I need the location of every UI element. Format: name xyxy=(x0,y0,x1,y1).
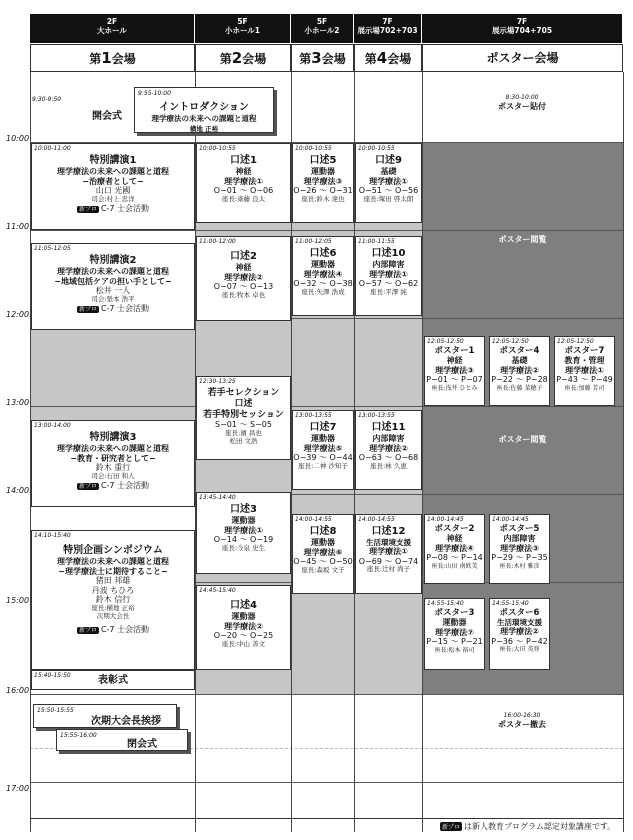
session-subcategory: 理学療法① xyxy=(369,547,408,556)
session-theme: 理学療法の未来への課題と道程 xyxy=(57,167,169,176)
session-subcategory: 理学療法⑤ xyxy=(303,443,343,453)
floor-label: 7F xyxy=(516,17,528,26)
session-category: 神経 xyxy=(235,167,252,176)
session-time: 12:30-13:25 xyxy=(199,378,236,385)
session-time: 14:45-15:40 xyxy=(199,587,236,594)
session-time: 13:00-13:55 xyxy=(358,412,395,419)
next-president-greeting xyxy=(33,704,177,728)
special-symposium xyxy=(31,530,195,670)
session-range: O−69 〜 O−74 xyxy=(358,556,419,566)
session-chair: 座長:今泉 史生 xyxy=(221,543,266,552)
session-subcategory: 理学療法② xyxy=(500,365,539,375)
session-chair: 司会:村上 忠洋 xyxy=(91,194,135,203)
header-cell-3 xyxy=(291,14,354,43)
credit-label: C-7 士会活動 xyxy=(100,203,150,213)
session-range: O−39 〜 O−44 xyxy=(293,453,353,463)
poster-session-3 xyxy=(424,598,485,670)
special-lecture-1 xyxy=(31,143,195,230)
session-category: 基礎 xyxy=(380,167,397,176)
session-category: 内部障害 xyxy=(372,434,405,443)
session-title: 口述11 xyxy=(371,422,406,433)
venue-number: 2 xyxy=(231,49,243,67)
session-title: 口述6 xyxy=(309,248,337,259)
poster-viewing-label: ポスター閲覧 xyxy=(498,235,547,244)
session-subcategory: 理学療法③ xyxy=(435,365,474,375)
session-chair: 座長:山田 南欧美 xyxy=(431,562,478,570)
session-range: O−57 〜 O−62 xyxy=(358,279,419,289)
session-title: ポスター5 xyxy=(499,524,540,534)
session-subcategory: 若手特別セッション xyxy=(203,409,284,420)
session-title: ポスター撤去 xyxy=(498,720,546,729)
session-title: ポスター4 xyxy=(499,346,540,356)
session-title: 閉会式 xyxy=(127,739,157,750)
session-chair: 座長:鈴木 達也 xyxy=(301,194,345,203)
hall-label: 展示場702+703 xyxy=(357,26,418,36)
hour-line xyxy=(30,406,623,407)
session-chair: 座長:矢澤 浩成 xyxy=(301,287,345,296)
session-time: 10:00-10:55 xyxy=(295,145,332,152)
oral-session-8 xyxy=(292,514,354,594)
session-title: 次期大会長挨拶 xyxy=(91,716,161,727)
session-range: P−29 〜 P−35 xyxy=(491,553,548,563)
session-chair: 座長:牧本 卓也 xyxy=(221,290,266,299)
venue-prefix: ポスター会場 xyxy=(486,51,559,65)
session-category: 生活環境支援 xyxy=(497,618,542,628)
header-cell-4 xyxy=(354,14,422,43)
session-time: 14:00-14:45 xyxy=(492,516,529,523)
session-chair: 座長:塚田 啓太朗 xyxy=(363,194,414,203)
session-range: P−15 〜 P−21 xyxy=(426,637,483,647)
session-category: 内部障害 xyxy=(503,534,536,544)
session-time: 16:00-16:30 xyxy=(503,712,541,719)
session-speaker: 松井 一人 xyxy=(95,286,131,296)
young-selection xyxy=(196,376,291,460)
session-time: 15:55-16:00 xyxy=(60,732,97,739)
table-bottom-border xyxy=(30,818,624,819)
venue-prefix: 第 xyxy=(364,52,377,66)
session-subcategory: 理学療法② xyxy=(224,621,263,631)
session-title: 口述2 xyxy=(230,251,257,262)
session-category: 基礎 xyxy=(511,356,528,366)
floor-label: 5F xyxy=(316,17,328,26)
session-subcategory: 理学療法① xyxy=(224,176,263,186)
venue-number: 3 xyxy=(311,49,322,67)
session-category: 運動器 xyxy=(311,167,335,176)
session-title: 口述4 xyxy=(230,600,257,611)
session-category: 運動器 xyxy=(311,434,335,443)
new-program-mark: 新プロ xyxy=(442,824,461,831)
session-speaker: 鈴木 信行 xyxy=(95,595,131,605)
session-category: 内部障害 xyxy=(372,260,405,269)
hour-label: 10:00 xyxy=(6,134,30,143)
session-subcategory: 理学療法⑦ xyxy=(435,627,474,637)
poster-session-5 xyxy=(489,514,550,584)
header-cell-2 xyxy=(195,14,291,43)
session-chair: 次期大会長 xyxy=(96,611,130,620)
floor-label: 5F xyxy=(237,17,248,26)
credit-label: C-7 士会活動 xyxy=(100,480,150,490)
hour-label: 16:00 xyxy=(6,686,30,695)
session-range: P−43 〜 P−49 xyxy=(556,375,613,385)
session-category: 運動器 xyxy=(442,618,467,628)
session-theme: 理学療法の未来への課題と道程 xyxy=(57,557,169,566)
floor-label: 2F xyxy=(106,17,118,26)
session-subtheme: −治療者として− xyxy=(82,176,144,186)
session-title: ポスター7 xyxy=(564,346,605,356)
session-theme: 理学療法の未来への課題と道程 xyxy=(57,444,169,453)
session-category: 運動器 xyxy=(311,260,335,269)
venue-prefix: 第 xyxy=(219,52,232,66)
session-range: O−07 〜 O−13 xyxy=(213,282,274,292)
session-category: 口述 xyxy=(234,398,253,409)
session-category: 教育・管理 xyxy=(564,356,605,366)
session-theme: 理学療法の未来への課題と道程 xyxy=(57,267,169,276)
oral-session-6 xyxy=(292,236,354,316)
session-title: 口述5 xyxy=(309,155,337,166)
hall-label: 小ホール1 xyxy=(224,26,261,36)
session-subcategory: 理学療法② xyxy=(500,627,539,637)
column-divider xyxy=(623,72,624,832)
session-range: P−36 〜 P−42 xyxy=(491,636,548,646)
hour-line xyxy=(30,694,623,695)
session-time: 15:50-15:55 xyxy=(37,707,74,714)
hall-label: 大ホール xyxy=(97,26,127,36)
new-program-mark: 新プロ xyxy=(78,205,97,213)
session-time: 8:30-10:00 xyxy=(505,94,539,101)
poster-session-7 xyxy=(554,336,615,406)
session-title: イントロダクション xyxy=(159,102,249,113)
session-time: 11:00-12:00 xyxy=(199,238,236,245)
session-range: O−01 〜 O−06 xyxy=(213,186,274,196)
session-time: 14:55-15:40 xyxy=(427,600,464,607)
session-title: 口述10 xyxy=(371,248,406,259)
session-speaker: 猪田 邦雄 xyxy=(95,576,131,586)
venue-3 xyxy=(291,44,354,72)
special-lecture-2 xyxy=(31,243,195,330)
session-time: 11:00-11:55 xyxy=(358,238,395,245)
oral-session-4 xyxy=(196,585,291,670)
session-title: 口述12 xyxy=(371,526,406,537)
poster-session-6 xyxy=(489,598,550,670)
closing-ceremony xyxy=(56,729,188,751)
session-category: 運動器 xyxy=(231,612,256,621)
session-range: P−22 〜 P−28 xyxy=(491,375,548,385)
session-speaker: 山口 光國 xyxy=(95,186,131,196)
credit-label: C-7 士会活動 xyxy=(100,303,150,313)
session-subtheme: −地域包括ケアの担い手として− xyxy=(54,276,172,286)
session-range: P−08 〜 P−14 xyxy=(426,553,483,563)
oral-session-2 xyxy=(196,236,291,321)
session-title: 開会式 xyxy=(92,111,122,122)
session-range: O−45 〜 O−50 xyxy=(293,557,353,567)
session-range: O−26 〜 O−31 xyxy=(293,186,353,196)
poster-session-2 xyxy=(424,514,485,584)
session-time: 9:55-10:00 xyxy=(138,90,171,97)
session-time: 14:00-14:55 xyxy=(358,516,395,523)
session-time: 9:30-9:50 xyxy=(32,96,62,103)
credit-badge xyxy=(32,304,194,314)
session-subcategory: 理学療法① xyxy=(369,269,408,279)
session-chair: 座長:二神 沙知子 xyxy=(298,461,348,470)
session-chair: 司会:石田 和人 xyxy=(91,471,135,480)
credit-badge xyxy=(32,481,194,491)
session-subcategory: 理学療法② xyxy=(369,443,408,453)
session-range: O−63 〜 O−68 xyxy=(358,453,419,463)
session-range: O−32 〜 O−38 xyxy=(293,279,353,289)
hour-label: 15:00 xyxy=(6,596,30,605)
venue-4 xyxy=(354,44,422,72)
session-time: 11:00-12:05 xyxy=(295,238,332,245)
new-program-mark: 新プロ xyxy=(78,305,97,313)
venue-poster xyxy=(422,44,623,72)
credit-badge xyxy=(32,625,194,635)
session-subcategory: 理学療法③ xyxy=(303,176,343,186)
session-category: 運動器 xyxy=(311,538,335,547)
session-category: 生活環境支援 xyxy=(366,538,411,547)
session-category: 神経 xyxy=(446,534,463,544)
session-chair: 座長:辻村 尚子 xyxy=(366,565,411,574)
session-range: P−01 〜 P−07 xyxy=(426,375,483,385)
poster-session-1 xyxy=(424,336,485,406)
venue-number: 1 xyxy=(101,49,112,67)
session-chair: 座長:大田 英登 xyxy=(499,646,540,654)
venue-number: 4 xyxy=(376,49,388,67)
session-subcategory: 理学療法④ xyxy=(303,269,343,279)
hour-line xyxy=(30,782,623,783)
session-time: 10:00-10:55 xyxy=(199,145,236,152)
footnote-text: は新人教育プログラム認定対象講座です。 xyxy=(464,822,616,831)
session-theme: 理学療法の未来への課題と道程 xyxy=(151,114,257,123)
venue-suffix: 会場 xyxy=(242,52,267,66)
session-subcategory: 理学療法③ xyxy=(500,543,539,553)
session-subtheme: −教育・研究者として− xyxy=(70,453,156,463)
venue-prefix: 第 xyxy=(89,52,102,66)
session-subcategory: 理学療法① xyxy=(369,176,408,186)
session-time: 12:05-12:50 xyxy=(557,338,594,345)
session-time: 14:10-15:40 xyxy=(34,532,71,539)
session-chair: 座長:横地 正裕 xyxy=(91,603,135,612)
special-lecture-3 xyxy=(31,420,195,507)
session-title: 特別企画シンポジウム xyxy=(63,545,163,556)
session-time: 14:55-15:40 xyxy=(492,600,529,607)
session-chair: 座長:中山 善文 xyxy=(221,639,266,648)
session-chair: 司会:張本 浩平 xyxy=(91,294,135,303)
session-subcategory: 理学療法⑥ xyxy=(303,547,343,557)
hour-line xyxy=(30,230,623,231)
session-time: 15:40-15:50 xyxy=(34,672,71,679)
session-title: 若手セレクション xyxy=(207,388,280,398)
session-chair: 座長:木村 雅彦 xyxy=(499,562,540,570)
introduction-callout xyxy=(134,87,274,133)
session-title: 口述7 xyxy=(309,422,337,433)
session-subtheme: −理学療法士に期待すること− xyxy=(58,566,168,576)
oral-session-12 xyxy=(355,514,422,594)
session-title: ポスター2 xyxy=(434,524,475,534)
session-title: ポスター貼付 xyxy=(498,102,546,111)
session-speaker: 横地 正裕 xyxy=(189,125,219,133)
hall-label: 小ホール2 xyxy=(304,26,340,36)
footnote xyxy=(440,821,615,832)
poster-session-4 xyxy=(489,336,550,406)
session-chair: 座長:森坂 文子 xyxy=(301,565,345,574)
poster-removal xyxy=(474,712,570,740)
venue-prefix: 第 xyxy=(299,52,312,66)
hour-label: 13:00 xyxy=(6,398,30,407)
header-cell-5 xyxy=(422,14,623,43)
session-range: O−51 〜 O−56 xyxy=(358,186,419,196)
award-ceremony xyxy=(31,670,195,690)
opening-ceremony xyxy=(32,96,122,126)
session-subcategory: 理学療法④ xyxy=(435,543,474,553)
session-title: 表彰式 xyxy=(98,675,128,686)
session-range: S−01 〜 S−05 xyxy=(214,420,272,430)
session-time: 13:00-14:00 xyxy=(34,422,71,429)
venue-suffix: 会場 xyxy=(111,52,136,66)
oral-session-9 xyxy=(355,143,422,223)
oral-session-3 xyxy=(196,492,291,574)
session-chair: 座長:佐藤 菜穂子 xyxy=(496,384,543,392)
session-title: ポスター3 xyxy=(434,608,475,618)
session-time: 10:00-11:00 xyxy=(34,145,71,152)
session-time: 14:00-14:45 xyxy=(427,516,464,523)
poster-setup xyxy=(474,94,570,122)
new-program-mark: 新プロ xyxy=(78,482,97,490)
session-speaker: 丹波 ちひろ xyxy=(91,585,135,595)
credit-label: C-7 士会活動 xyxy=(100,624,150,634)
hall-label: 展示場704+705 xyxy=(491,26,553,36)
hour-label: 12:00 xyxy=(6,310,30,319)
venue-suffix: 会場 xyxy=(321,52,346,66)
session-title: 口述8 xyxy=(309,526,337,537)
session-time: 11:05-12:05 xyxy=(34,245,71,252)
session-chair: 座長:林 久恵 xyxy=(370,461,407,470)
oral-session-10 xyxy=(355,236,422,316)
header-cell-1 xyxy=(30,14,195,43)
column-divider xyxy=(422,72,423,832)
oral-session-11 xyxy=(355,410,422,490)
venue-2 xyxy=(195,44,291,72)
session-speaker: 鈴木 重行 xyxy=(95,463,131,473)
session-chair: 座長:松本 裕司 xyxy=(434,646,475,654)
session-title: ポスター6 xyxy=(499,608,540,618)
session-chair: 座長:平澤 純 xyxy=(370,287,407,296)
floor-label: 7F xyxy=(382,17,393,26)
venue-1 xyxy=(30,44,195,72)
venue-suffix: 会場 xyxy=(387,52,412,66)
new-program-mark: 新プロ xyxy=(78,626,97,634)
session-chair: 座長:浅井 ひとみ xyxy=(431,384,478,392)
poster-viewing-label: ポスター閲覧 xyxy=(498,435,547,444)
hour-label: 11:00 xyxy=(6,222,30,231)
session-chair: 座長:濱 昌也 xyxy=(225,428,262,437)
hour-label: 17:00 xyxy=(6,784,30,793)
session-title: 口述3 xyxy=(230,504,257,515)
oral-session-5 xyxy=(292,143,354,223)
session-time: 10:00-10:55 xyxy=(358,145,395,152)
session-title: 特別講演1 xyxy=(89,155,137,166)
session-title: 口述1 xyxy=(230,155,257,166)
session-chair: 座長:斎藤 良太 xyxy=(221,194,266,203)
session-range: O−14 〜 O−19 xyxy=(213,535,274,545)
credit-badge xyxy=(32,204,194,214)
session-category: 神経 xyxy=(446,356,463,366)
session-subcategory: 理学療法① xyxy=(224,525,263,535)
session-chair: 松田 文浩 xyxy=(229,436,258,445)
session-title: 特別講演2 xyxy=(89,255,137,266)
session-chair: 座長:加藤 芳司 xyxy=(564,384,605,392)
session-title: 口述9 xyxy=(375,155,402,166)
session-category: 運動器 xyxy=(231,516,256,525)
oral-session-1 xyxy=(196,143,291,223)
session-title: ポスター1 xyxy=(434,346,475,356)
session-time: 12:05-12:50 xyxy=(427,338,464,345)
session-time: 13:45-14:40 xyxy=(199,494,236,501)
session-time: 14:00-14:55 xyxy=(295,516,332,523)
unused-slot-background xyxy=(31,318,195,420)
session-range: O−20 〜 O−25 xyxy=(213,631,274,641)
session-time: 12:05-12:50 xyxy=(492,338,529,345)
session-title: 特別講演3 xyxy=(89,432,137,443)
session-category: 神経 xyxy=(235,263,252,272)
session-subcategory: 理学療法② xyxy=(224,272,263,282)
oral-session-7 xyxy=(292,410,354,490)
session-time: 13:00-13:55 xyxy=(295,412,332,419)
session-subcategory: 理学療法① xyxy=(565,365,604,375)
hour-label: 14:00 xyxy=(6,486,30,495)
